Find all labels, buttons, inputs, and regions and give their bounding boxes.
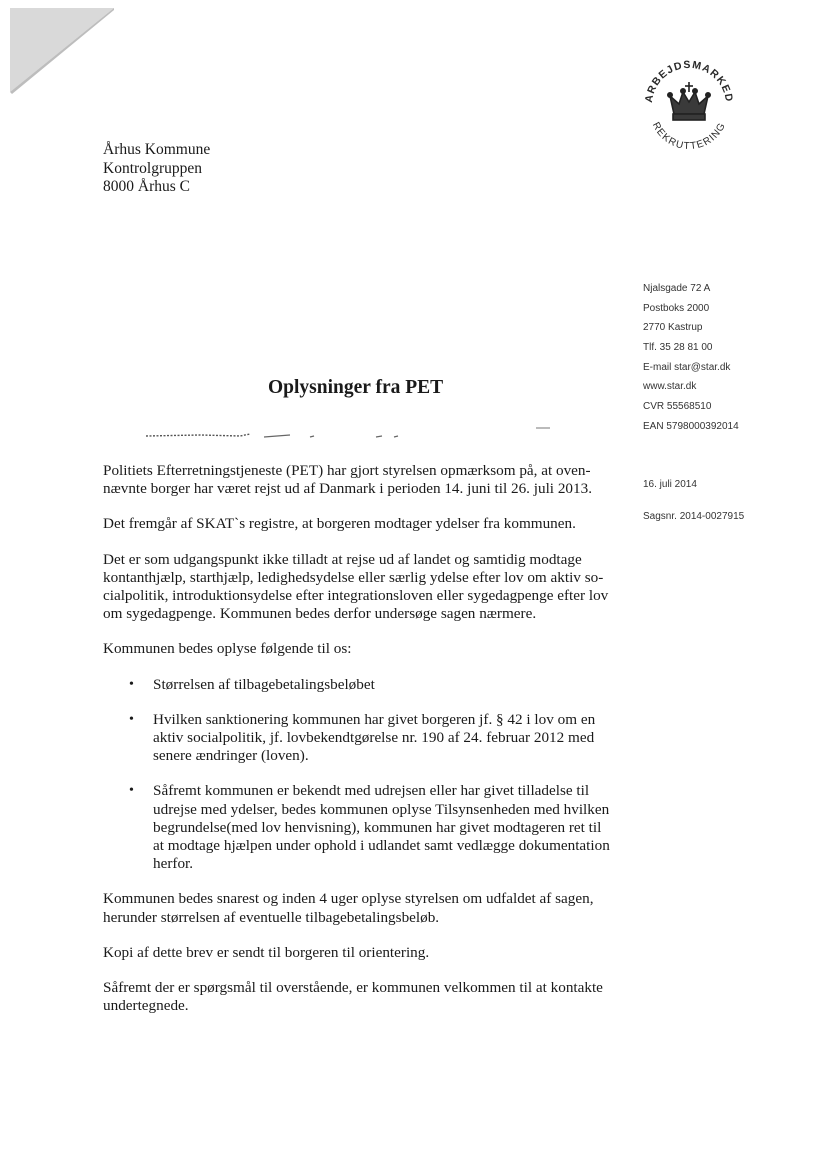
letter-title: Oplysninger fra PET: [268, 377, 444, 398]
text-line: Kommunen bedes oplyse følgende til os:: [103, 640, 352, 658]
recipient-city: 8000 Århus C: [103, 178, 190, 195]
sender-website: www.star.dk: [643, 381, 697, 393]
svg-text:ARBEJDSMARKED: [643, 59, 735, 104]
text-line: Det er som udgangspunkt ikke tilladt at rejse ud af landet og samtidig modtage: [103, 550, 582, 568]
bullet-icon: •: [129, 676, 134, 692]
sender-ean: EAN 5798000392014: [643, 420, 739, 432]
crown-icon: [668, 82, 710, 120]
text-line: Kopi af dette brev er sendt til borgeren til orientering.: [103, 943, 430, 961]
letter-date: 16. juli 2014: [643, 479, 697, 490]
paragraph-contact: [103, 979, 623, 1015]
sender-phone: Tlf. 35 28 81 00: [643, 342, 713, 354]
text-line: herfor.: [153, 855, 194, 873]
paragraph-notice: [103, 462, 623, 498]
list-item: [103, 782, 623, 873]
paragraph-rules: [103, 551, 623, 624]
crown-seal: [636, 52, 742, 158]
page-corner-fold: [10, 8, 120, 98]
recipient-department: Kontrolgruppen: [103, 159, 203, 177]
text-line: Det fremgår af SKAT`s registre, at borgeren modtager ydelser fra kommunen.: [103, 515, 576, 533]
seal-text-bottom: REKRUTTERING: [649, 120, 729, 153]
bullet-icon: •: [129, 711, 134, 727]
text-line: herunder størrelsen af eventuelle tilbagebetalingsbeløb.: [103, 908, 440, 926]
bullet-icon: •: [129, 783, 134, 799]
text-line: at modtage hjælpen under ophold i udlandet samt vedlægge dokumentation: [153, 837, 610, 855]
text-line: cialpolitik, introduktionsydelse efter integrationsloven eller sygedagpenge efter lov: [103, 587, 609, 605]
text-line: kontanthjælp, starthjælp, ledighedsydelse eller særlig ydelse efter lov om aktiv so-: [103, 568, 604, 586]
paragraph-request: [103, 640, 623, 658]
text-line: Kommunen bedes snarest og inden 4 uger oplyse styrelsen om udfaldet af sagen,: [103, 890, 594, 908]
redacted-line: [140, 424, 560, 444]
sender-cvr: CVR 55568510: [643, 401, 712, 413]
text-line: begrundelse(med lov henvisning), kommunen har givet modtageren ret til: [153, 818, 602, 836]
paragraph-skat: [103, 515, 623, 533]
paragraph-deadline: [103, 890, 623, 926]
text-line: Såfremt kommunen er bekendt med udrejsen eller har givet tilladelse til: [153, 782, 590, 800]
text-line: nævnte borger har været rejst ud af Danmark i perioden 14. juni til 26. juli 2013.: [103, 480, 592, 498]
text-line: senere ændringer (loven).: [153, 747, 309, 765]
text-line: Såfremt der er spørgsmål til overstående, er kommunen velkommen til at kontakte: [103, 979, 603, 997]
sender-email: E-mail star@star.dk: [643, 361, 731, 373]
recipient-name: Århus Kommune: [103, 141, 211, 158]
paragraph-copy: [103, 944, 623, 962]
text-line: Hvilken sanktionering kommunen har givet borgeren jf. § 42 i lov om en: [153, 710, 596, 728]
text-line: undertegnede.: [103, 997, 189, 1015]
recipient-address: [103, 141, 210, 197]
svg-text:REKRUTTERING: [650, 121, 728, 153]
sender-info: [643, 279, 739, 437]
request-list: [103, 676, 623, 874]
letter-body: [103, 462, 623, 1032]
sender-postal: 2770 Kastrup: [643, 322, 703, 334]
text-line: aktiv socialpolitik, jf. lovbekendtgørelse nr. 190 af 24. februar 2012 med: [153, 729, 595, 747]
list-item: [103, 676, 623, 694]
sender-pobox: Postboks 2000: [643, 302, 710, 314]
case-number: Sagsnr. 2014-0027915: [643, 511, 745, 522]
list-item: [103, 711, 623, 766]
sender-street: Njalsgade 72 A: [643, 283, 711, 294]
text-line: Størrelsen af tilbagebetalingsbeløbet: [153, 675, 375, 693]
text-line: Politiets Efterretningstjeneste (PET) har gjort styrelsen opmærksom på, at oven-: [103, 462, 591, 479]
text-line: udrejse med ydelser, bedes kommunen oplyse Tilsynsenheden med hvilken: [153, 800, 610, 818]
seal-text-top: ARBEJDSMARKED: [642, 58, 736, 104]
text-line: om sygedagpenge. Kommunen bedes derfor undersøge sagen nærmere.: [103, 605, 537, 623]
